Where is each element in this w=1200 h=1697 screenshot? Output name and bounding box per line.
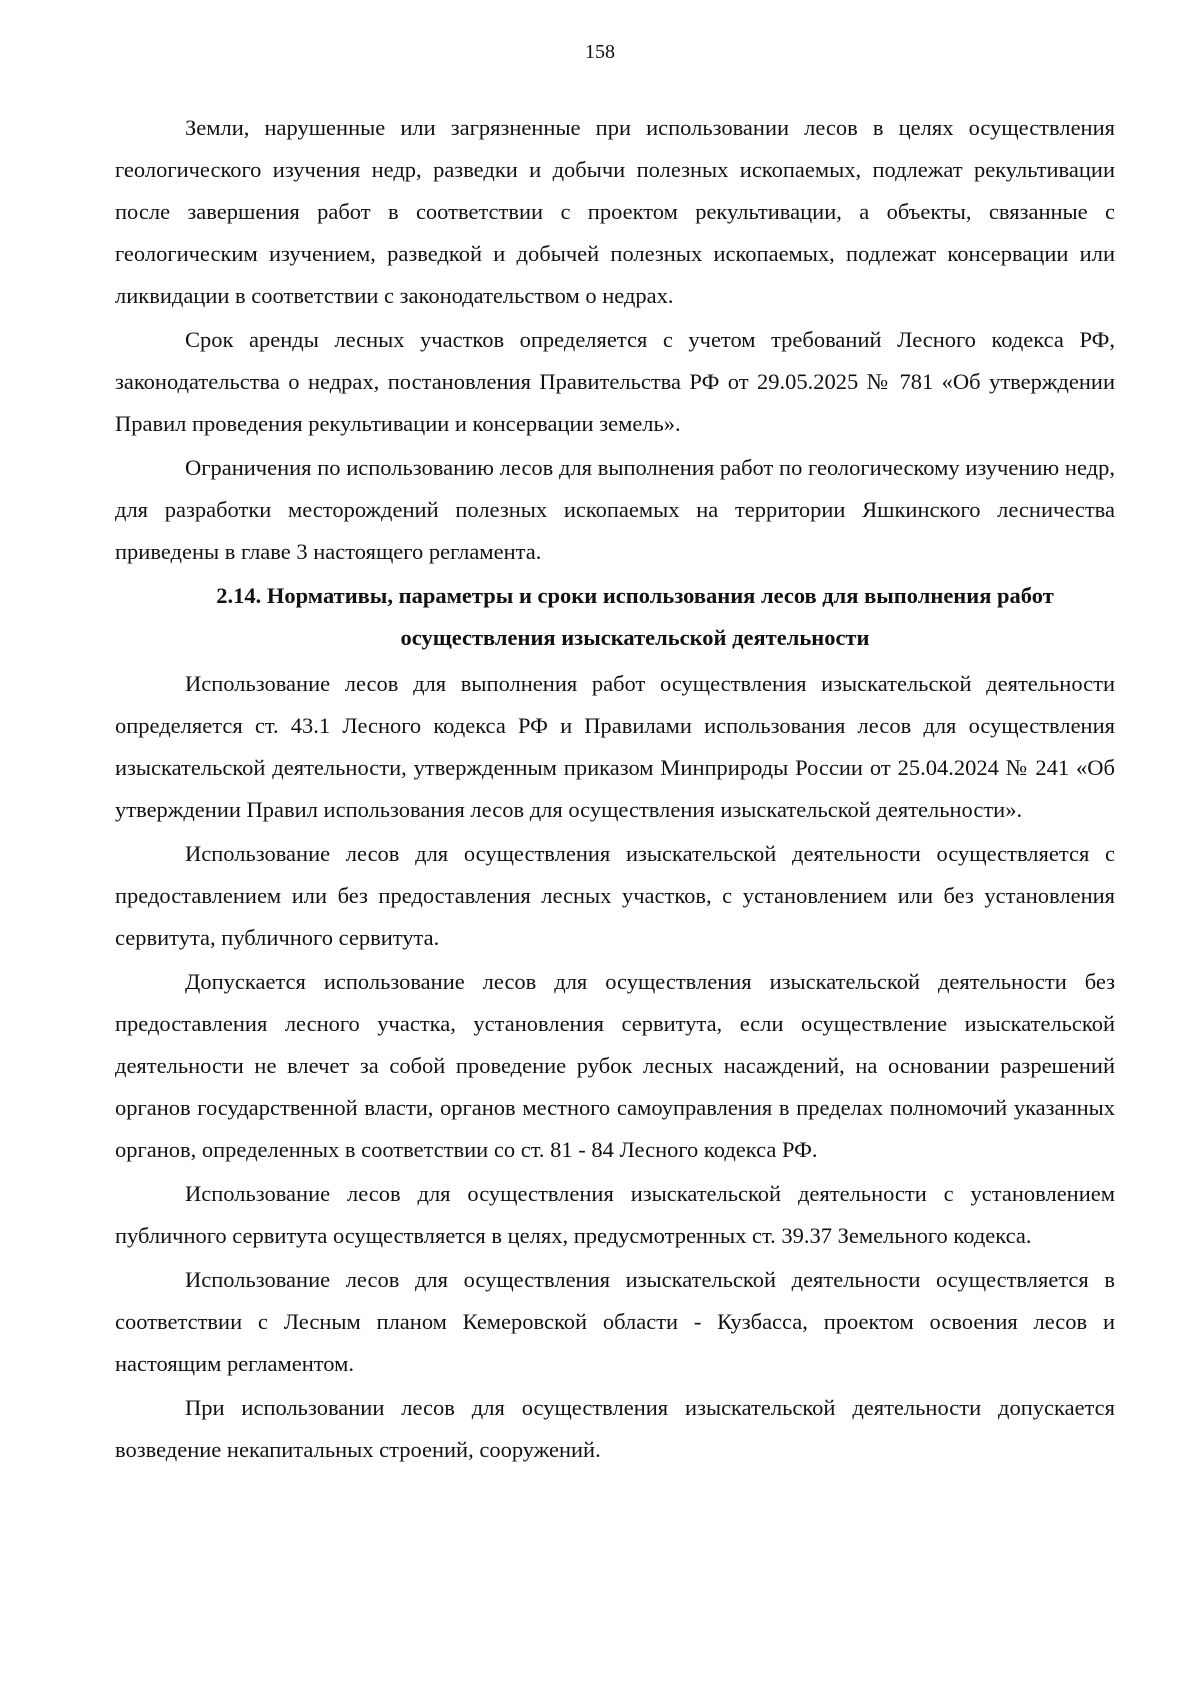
paragraph-temporary-structures: При использовании лесов для осуществления изыскательской деятельности допускается возведение некапитальных строений, сооружений. <box>115 1395 1115 1462</box>
paragraph-without-plot: Допускается использование лесов для осуществления изыскательской деятельности без предоставления лесного участка, установления сервитута, если осуществление изыскательской деятельности не влечет за собой проведение рубок лесных насаждений, на основании разрешений органов государственной власти, органов местного самоуправления в пределах полномочий указанных органов, определенных в соответствии со ст. 81 - 84 Лесного кодекса РФ. <box>115 969 1115 1162</box>
paragraph-easement: Использование лесов для осуществления изыскательской деятельности осуществляется с предоставлением или без предоставления лесных участков, с установлением или без установления сервитута, публичного сервитута. <box>115 841 1115 950</box>
page-number: 158 <box>585 41 615 63</box>
section-heading: 2.14. Нормативы, параметры и сроки использования лесов для выполнения работ осуществления изыскательской деятельности <box>216 583 1054 650</box>
paragraph-land-reclamation: Земли, нарушенные или загрязненные при использовании лесов в целях осуществления геологического изучения недр, разведки и добычи полезных ископаемых, подлежат рекультивации после завершения работ в соответствии с проектом рекультивации, а объекты, связанные с геологическим изучением, разведкой и добычей полезных ископаемых, подлежат консервации или ликвидации в соответствии с законодательством о недрах. <box>115 115 1115 308</box>
paragraph-legal-basis: Использование лесов для выполнения работ осуществления изыскательской деятельности определяется ст. 43.1 Лесного кодекса РФ и Правилами использования лесов для осуществления изыскательской деятельности, утвержденным приказом Минприроды России от 25.04.2024 № 241 «Об утверждении Правил использования лесов для осуществления изыскательской деятельности». <box>115 671 1115 822</box>
paragraph-public-easement: Использование лесов для осуществления изыскательской деятельности с установлением публичного сервитута осуществляется в целях, предусмотренных ст. 39.37 Земельного кодекса. <box>115 1181 1115 1248</box>
document-body <box>115 107 1115 1473</box>
paragraph-restrictions: Ограничения по использованию лесов для выполнения работ по геологическому изучению недр, для разработки месторождений полезных ископаемых на территории Яшкинского лесничества приведены в главе 3 настоящего регламента. <box>115 455 1115 564</box>
paragraph-lease-term: Срок аренды лесных участков определяется с учетом требований Лесного кодекса РФ, законодательства о недрах, постановления Правительства РФ от 29.05.2025 № 781 «Об утверждении Правил проведения рекультивации и консервации земель». <box>115 327 1115 436</box>
paragraph-forest-plan: Использование лесов для осуществления изыскательской деятельности осуществляется в соответствии с Лесным планом Кемеровской области - Кузбасса, проектом освоения лесов и настоящим регламентом. <box>115 1267 1115 1376</box>
